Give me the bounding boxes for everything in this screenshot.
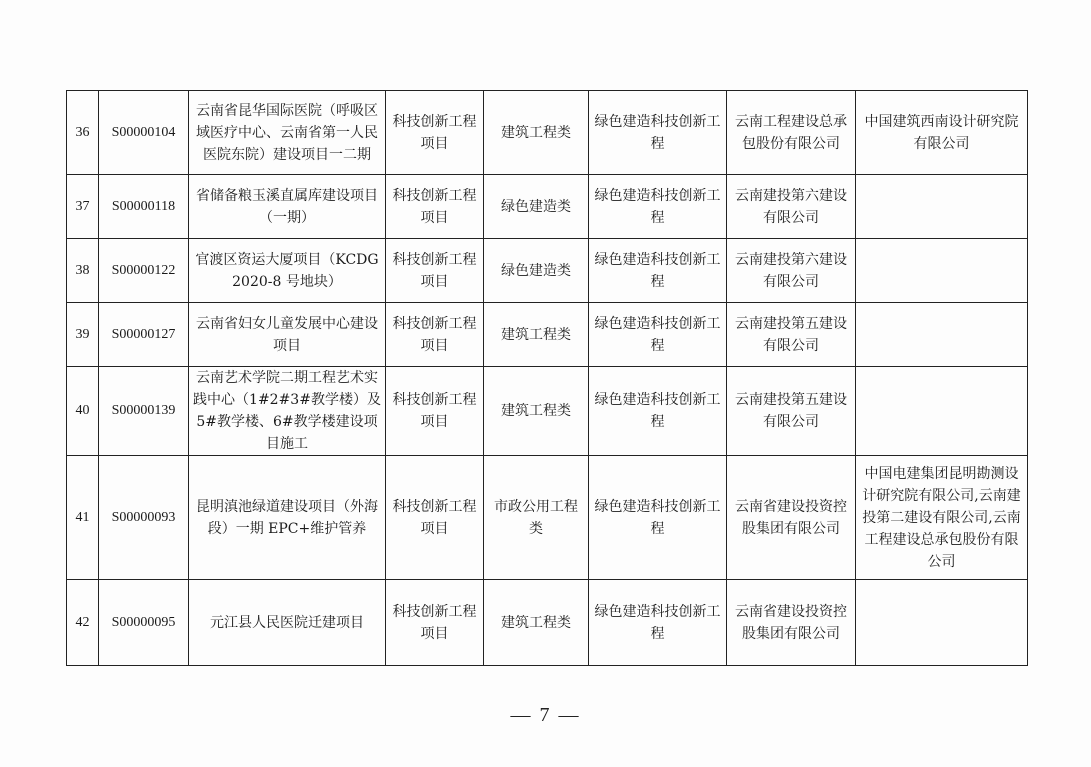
- project-subcategory-cell: 绿色建造科技创新工程: [589, 580, 727, 666]
- project-type-cell: 科技创新工程项目: [386, 175, 484, 239]
- project-name-cell: 云南艺术学院二期工程艺术实践中心（1#2#3#教学楼）及 5#教学楼、6#教学楼建设项目施工: [189, 367, 386, 456]
- project-type-cell: 科技创新工程项目: [386, 367, 484, 456]
- project-subcategory-cell: 绿色建造科技创新工程: [589, 175, 727, 239]
- project-category-cell: 建筑工程类: [484, 580, 589, 666]
- project-name-cell: 昆明滇池绿道建设项目（外海段）一期 EPC+维护管养: [189, 456, 386, 580]
- applicant-company-cell: 云南省建设投资控股集团有限公司: [727, 580, 856, 666]
- page-number: — 7 —: [510, 704, 581, 726]
- project-subcategory-cell: 绿色建造科技创新工程: [589, 367, 727, 456]
- project-type-cell: 科技创新工程项目: [386, 580, 484, 666]
- partner-companies-cell: [856, 580, 1028, 666]
- project-category-cell: 建筑工程类: [484, 91, 589, 175]
- partner-companies-cell: [856, 303, 1028, 367]
- project-type-cell: 科技创新工程项目: [386, 239, 484, 303]
- table-row: [67, 303, 1028, 367]
- project-name-cell: 省储备粮玉溪直属库建设项目（一期）: [189, 175, 386, 239]
- project-id-cell: S00000122: [99, 239, 189, 303]
- partner-companies-cell: [856, 367, 1028, 456]
- applicant-company-cell: 云南建投第六建设有限公司: [727, 239, 856, 303]
- table-row: [67, 175, 1028, 239]
- project-subcategory-cell: 绿色建造科技创新工程: [589, 239, 727, 303]
- table-row: [67, 580, 1028, 666]
- project-id-cell: S00000127: [99, 303, 189, 367]
- project-category-cell: 建筑工程类: [484, 367, 589, 456]
- project-id-cell: S00000118: [99, 175, 189, 239]
- project-type-cell: 科技创新工程项目: [386, 91, 484, 175]
- project-subcategory-cell: 绿色建造科技创新工程: [589, 456, 727, 580]
- row-number-cell: 38: [67, 239, 99, 303]
- project-type-cell: 科技创新工程项目: [386, 303, 484, 367]
- row-number-cell: 40: [67, 367, 99, 456]
- applicant-company-cell: 云南工程建设总承包股份有限公司: [727, 91, 856, 175]
- row-number-cell: 41: [67, 456, 99, 580]
- partner-companies-cell: 中国建筑西南设计研究院有限公司: [856, 91, 1028, 175]
- table-body: [67, 91, 1028, 666]
- applicant-company-cell: 云南省建设投资控股集团有限公司: [727, 456, 856, 580]
- project-subcategory-cell: 绿色建造科技创新工程: [589, 91, 727, 175]
- table-row: [67, 456, 1028, 580]
- project-name-cell: 云南省妇女儿童发展中心建设项目: [189, 303, 386, 367]
- project-name-cell: 云南省昆华国际医院（呼吸区域医疗中心、云南省第一人民医院东院）建设项目一二期: [189, 91, 386, 175]
- project-category-cell: 市政公用工程类: [484, 456, 589, 580]
- project-category-cell: 绿色建造类: [484, 175, 589, 239]
- project-id-cell: S00000139: [99, 367, 189, 456]
- project-table: [66, 90, 1028, 666]
- partner-companies-cell: [856, 239, 1028, 303]
- row-number-cell: 42: [67, 580, 99, 666]
- project-id-cell: S00000093: [99, 456, 189, 580]
- project-id-cell: S00000104: [99, 91, 189, 175]
- table-row: [67, 239, 1028, 303]
- project-subcategory-cell: 绿色建造科技创新工程: [589, 303, 727, 367]
- row-number-cell: 37: [67, 175, 99, 239]
- project-id-cell: S00000095: [99, 580, 189, 666]
- project-category-cell: 建筑工程类: [484, 303, 589, 367]
- project-type-cell: 科技创新工程项目: [386, 456, 484, 580]
- table-row: [67, 367, 1028, 456]
- project-name-cell: 官渡区资运大厦项目（KCDG2020-8 号地块）: [189, 239, 386, 303]
- row-number-cell: 39: [67, 303, 99, 367]
- table-row: [67, 91, 1028, 175]
- applicant-company-cell: 云南建投第五建设有限公司: [727, 303, 856, 367]
- project-name-cell: 元江县人民医院迁建项目: [189, 580, 386, 666]
- applicant-company-cell: 云南建投第五建设有限公司: [727, 367, 856, 456]
- row-number-cell: 36: [67, 91, 99, 175]
- applicant-company-cell: 云南建投第六建设有限公司: [727, 175, 856, 239]
- partner-companies-cell: 中国电建集团昆明勘测设计研究院有限公司,云南建投第二建设有限公司,云南工程建设总承包股份有限公司: [856, 456, 1028, 580]
- project-category-cell: 绿色建造类: [484, 239, 589, 303]
- partner-companies-cell: [856, 175, 1028, 239]
